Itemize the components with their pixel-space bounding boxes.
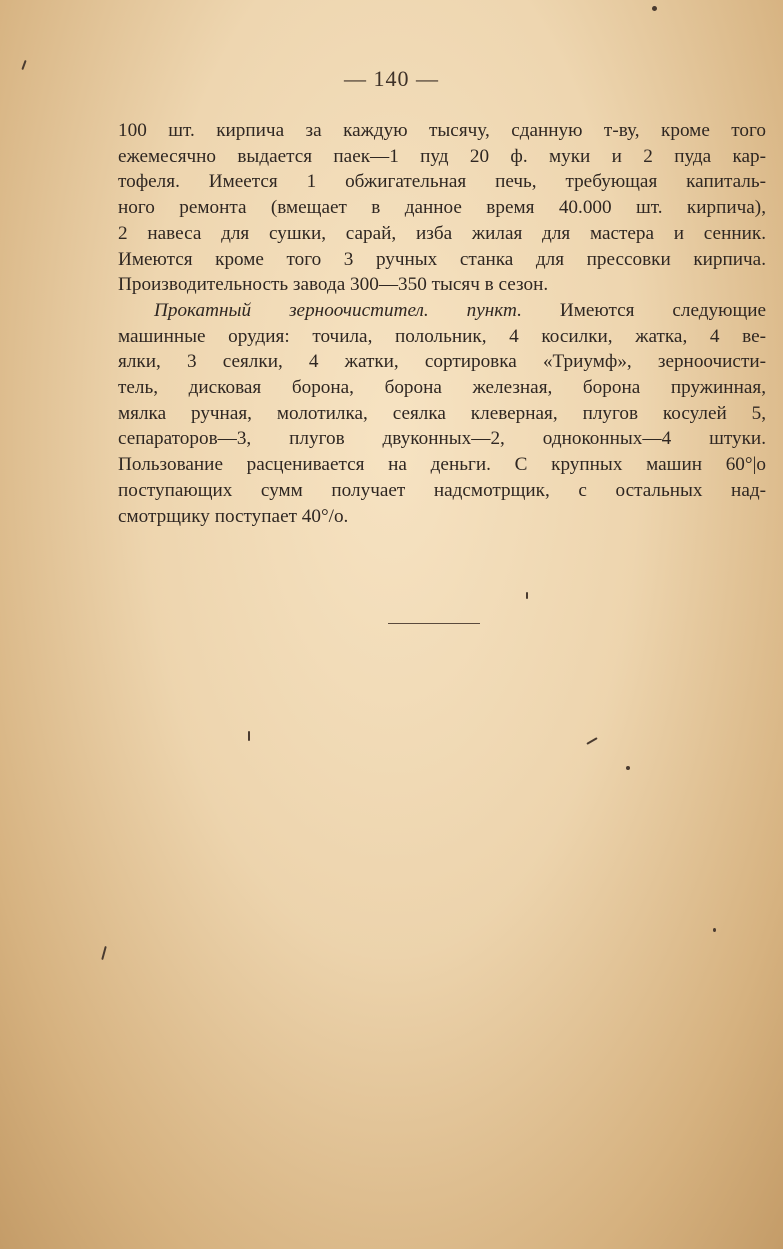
- text-line: мялка ручная, молотилка, сеялка клеверная, плугов косулей 5,: [118, 402, 766, 424]
- text-line: [118, 298, 766, 324]
- body-text: [118, 118, 766, 529]
- text-line: Имеются кроме того 3 ручных станка для прессовки кирпича.: [118, 248, 766, 270]
- text-line: ялки, 3 сеялки, 4 жатки, сортировка «Триумф», зерноочисти-: [118, 351, 766, 373]
- text-line: тофеля. Имеется 1 обжигательная печь, требующая капиталь-: [118, 171, 766, 193]
- text-line: смотрщику поступает 40°/о.: [118, 505, 349, 527]
- paper-speck: [101, 946, 107, 960]
- text-line: сепараторов—3, плугов двуконных—2, одноконных—4 штуки.: [118, 428, 766, 450]
- paper-speck: [626, 766, 630, 770]
- text-line: 2 навеса для сушки, сарай, изба жилая для мастера и сенник.: [118, 222, 766, 244]
- text-line: Производительность завода 300—350 тысяч в сезон.: [118, 274, 549, 296]
- paper-speck: [586, 737, 597, 745]
- section-heading: Прокатный зерноочистител. пункт.: [154, 299, 522, 321]
- text-line: поступающих сумм получает надсмотрщик, с остальных над-: [118, 479, 766, 501]
- text-line: ного ремонта (вмещает в данное время 40.000 шт. кирпича),: [118, 197, 766, 219]
- text-line: машинные орудия: точила, полольник, 4 косилки, жатка, 4 ве-: [118, 325, 766, 347]
- section-divider: [388, 623, 480, 624]
- text-line: 100 шт. кирпича за каждую тысячу, сданную т-ву, кроме того: [118, 120, 766, 141]
- paper-speck: [713, 928, 716, 932]
- text-line-continuation: Имеются следующие: [559, 299, 766, 321]
- paper-speck: [526, 592, 528, 599]
- paper-speck: [248, 731, 250, 741]
- paragraph-grain-cleaning-point: [118, 298, 766, 529]
- paper-speck: [652, 6, 657, 11]
- page-number: — 140 —: [344, 66, 439, 91]
- paragraph-brick-factory: [118, 118, 766, 298]
- text-line: ежемесячно выдается паек—1 пуд 20 ф. муки и 2 пуда кар-: [118, 145, 766, 167]
- text-line: тель, дисковая борона, борона железная, борона пружинная,: [118, 377, 766, 399]
- text-line: Пользование расценивается на деньги. С крупных машин 60°|о: [118, 454, 766, 476]
